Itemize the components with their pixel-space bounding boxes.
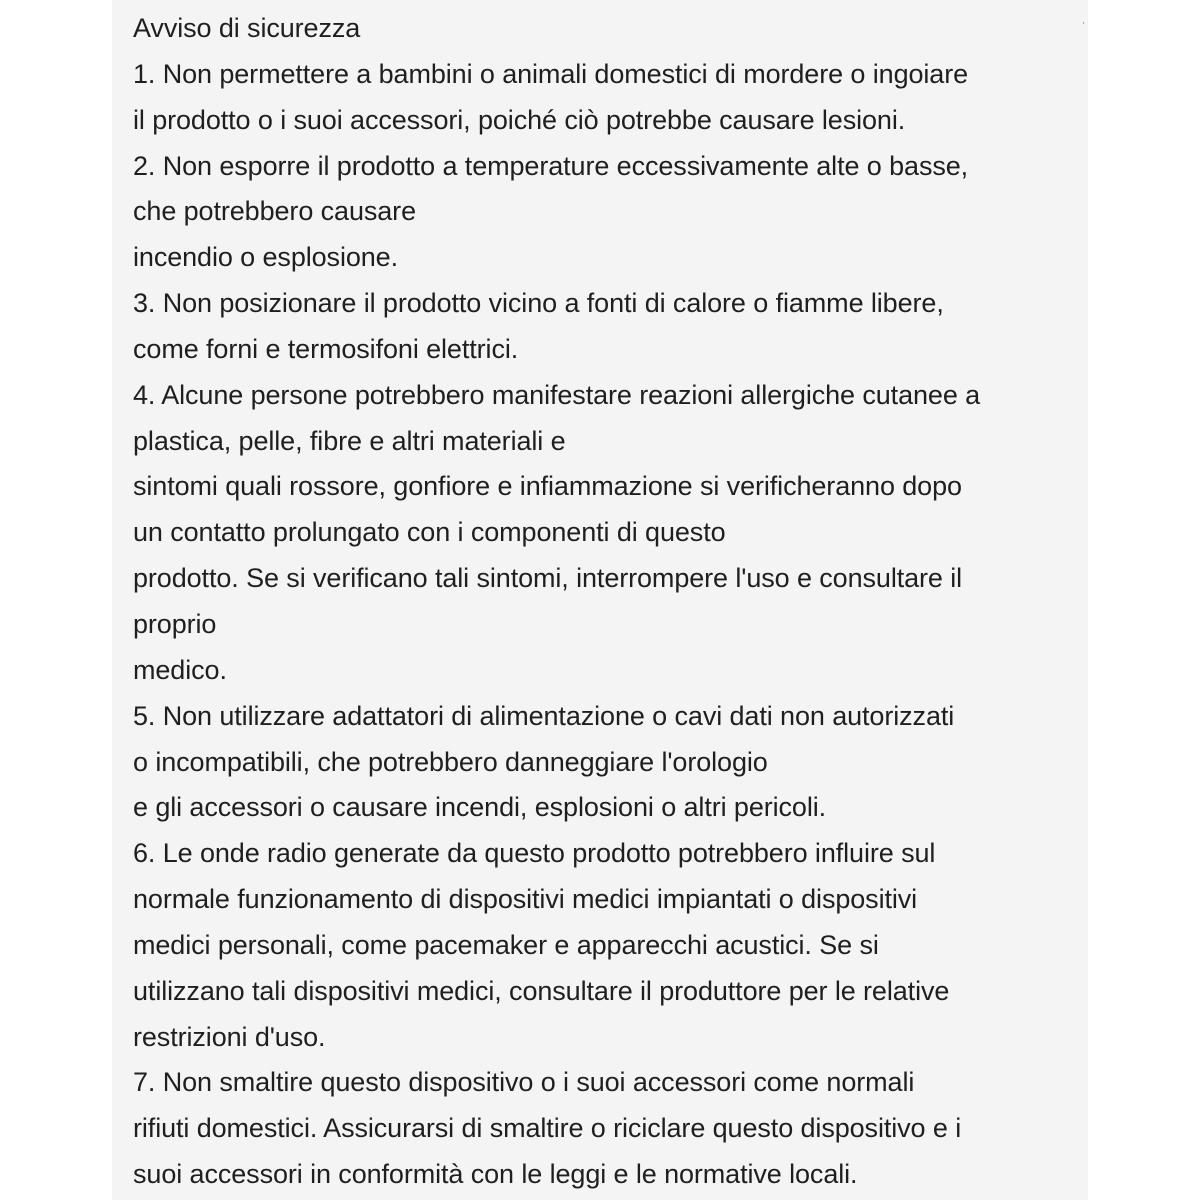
notice-line: 5. Non utilizzare adattatori di alimentazione o cavi dati non autorizzati xyxy=(133,700,955,731)
notice-line: 2. Non esporre il prodotto a temperature eccessivamente alte o basse, xyxy=(133,150,969,181)
notice-title: Avviso di sicurezza xyxy=(133,13,361,43)
scroll-marker-icon: ˙ xyxy=(1081,22,1086,33)
notice-line: il prodotto o i suoi accessori, poiché ciò potrebbe causare lesioni. xyxy=(133,104,906,135)
notice-line: che potrebbero causare xyxy=(133,196,416,227)
notice-line: restrizioni d'uso. xyxy=(133,1021,326,1052)
notice-line: medici personali, come pacemaker e apparecchi acustici. Se si xyxy=(133,929,879,960)
notice-line: 3. Non posizionare il prodotto vicino a fonti di calore o fiamme libere, xyxy=(133,288,944,319)
notice-line: sintomi quali rossore, gonfiore e infiammazione si verificheranno dopo xyxy=(133,471,962,502)
notice-line: suoi accessori in conformità con le leggi e le normative locali. xyxy=(133,1159,858,1190)
notice-line: e gli accessori o causare incendi, esplosioni o altri pericoli. xyxy=(133,792,827,823)
notice-line: o incompatibili, che potrebbero danneggiare l'orologio xyxy=(133,746,768,777)
notice-line: incendio o esplosione. xyxy=(133,242,398,273)
notice-line: come forni e termosifoni elettrici. xyxy=(133,333,519,364)
notice-line: plastica, pelle, fibre e altri materiali e xyxy=(133,425,566,456)
notice-line: 1. Non permettere a bambini o animali domestici di mordere o ingoiare xyxy=(133,58,969,89)
notice-line: rifiuti domestici. Assicurarsi di smaltire o riciclare questo dispositivo e i xyxy=(133,1113,962,1144)
notice-line: un contatto prolungato con i componenti di questo xyxy=(133,517,726,548)
safety-notice-panel xyxy=(112,0,1088,1200)
notice-line: 4. Alcune persone potrebbero manifestare reazioni allergiche cutanee a xyxy=(133,379,981,410)
notice-line: medico. xyxy=(133,654,227,685)
notice-line: 7. Non smaltire questo dispositivo o i suoi accessori come normali xyxy=(133,1067,915,1098)
notice-line: utilizzano tali dispositivi medici, consultare il produttore per le relative xyxy=(133,975,950,1006)
notice-line: prodotto. Se si verificano tali sintomi, interrompere l'uso e consultare il xyxy=(133,563,963,594)
notice-line: normale funzionamento di dispositivi medici impiantati o dispositivi xyxy=(133,884,918,915)
notice-line: 6. Le onde radio generate da questo prodotto potrebbero influire sul xyxy=(133,838,936,869)
notice-line: proprio xyxy=(133,608,217,639)
